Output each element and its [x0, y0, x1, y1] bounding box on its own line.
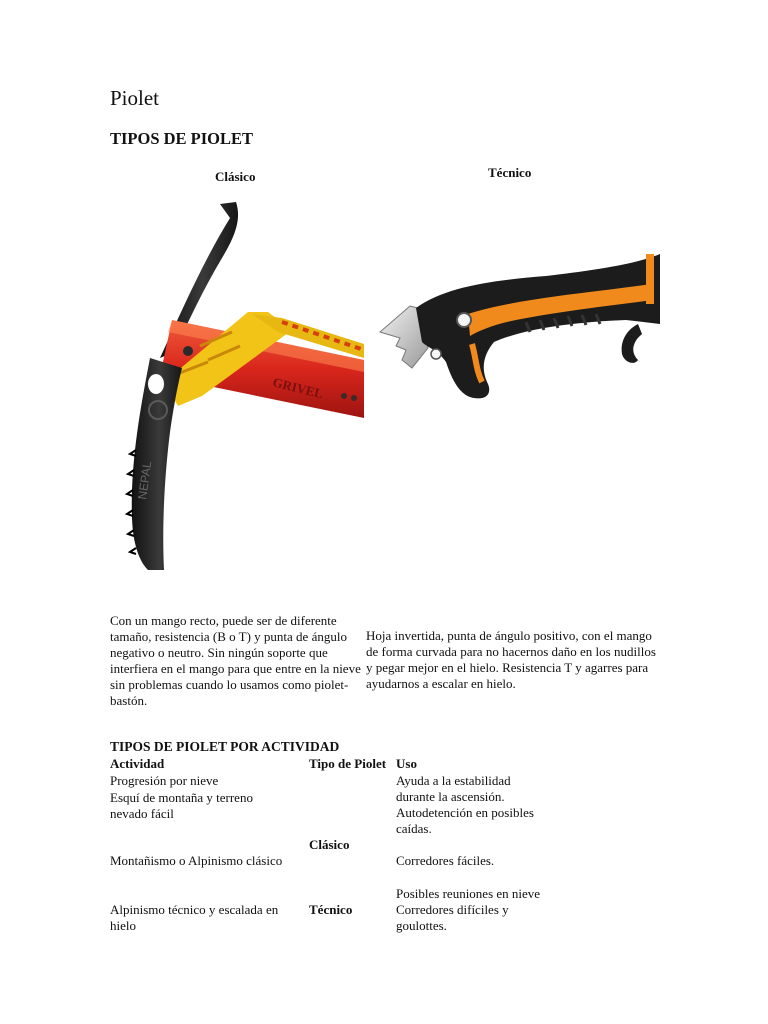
header-type: Tipo de Piolet	[309, 756, 387, 771]
technical-ice-axe-image	[376, 250, 660, 402]
header-activity: Actividad	[110, 756, 165, 771]
classic-pick-text: NEPAL	[135, 460, 155, 501]
classic-brand-text: GRIVEL	[271, 374, 325, 402]
activity-table-title: TIPOS DE PIOLET POR ACTIVIDAD	[110, 739, 340, 754]
classic-ice-axe-image	[112, 200, 364, 572]
activity-cell: Esquí de montaña y terreno	[110, 790, 253, 805]
page-title: Piolet	[110, 86, 160, 110]
technical-description: Hoja invertida, punta de ángulo positivo, con el mango de forma curvada para no hacernos daño en los nudillos y pegar mejor en el hielo. Resistencia T y agarres para ayudarnos a escalar en hielo.	[366, 628, 656, 691]
caption-classic: Clásico	[215, 169, 256, 184]
type-cell: Clásico	[309, 837, 350, 852]
activity-cell: Montañismo o Alpinismo clásico	[110, 853, 283, 868]
use-cell: Autodetención en posibles	[396, 805, 534, 820]
use-cell: Posibles reuniones en nieve	[396, 886, 541, 901]
use-cell: Corredores fáciles.	[396, 853, 495, 868]
activity-cell: Alpinismo técnico y escalada en	[110, 902, 279, 917]
activity-cell: nevado fácil	[110, 806, 174, 821]
use-cell: Corredores difíciles y	[396, 902, 509, 917]
classic-description: Con un mango recto, puede ser de diferente tamaño, resistencia (B o T) y punta de ángulo negativo o neutro. Sin ningún soporte que interfiera en el mango para que entre en la nieve sin problemas cuando lo usamos como piolet-bastón.	[110, 613, 361, 708]
use-cell: goulottes.	[396, 918, 447, 933]
activity-cell: hielo	[110, 918, 136, 933]
use-cell: durante la ascensión.	[396, 789, 505, 804]
caption-technical: Técnico	[488, 165, 532, 180]
use-cell: Ayuda a la estabilidad	[396, 773, 511, 788]
use-cell: caídas.	[396, 821, 432, 836]
type-cell: Técnico	[309, 902, 353, 917]
header-use: Uso	[396, 756, 417, 771]
section-heading: TIPOS DE PIOLET	[110, 129, 254, 148]
activity-cell: Progresión por nieve	[110, 773, 219, 788]
